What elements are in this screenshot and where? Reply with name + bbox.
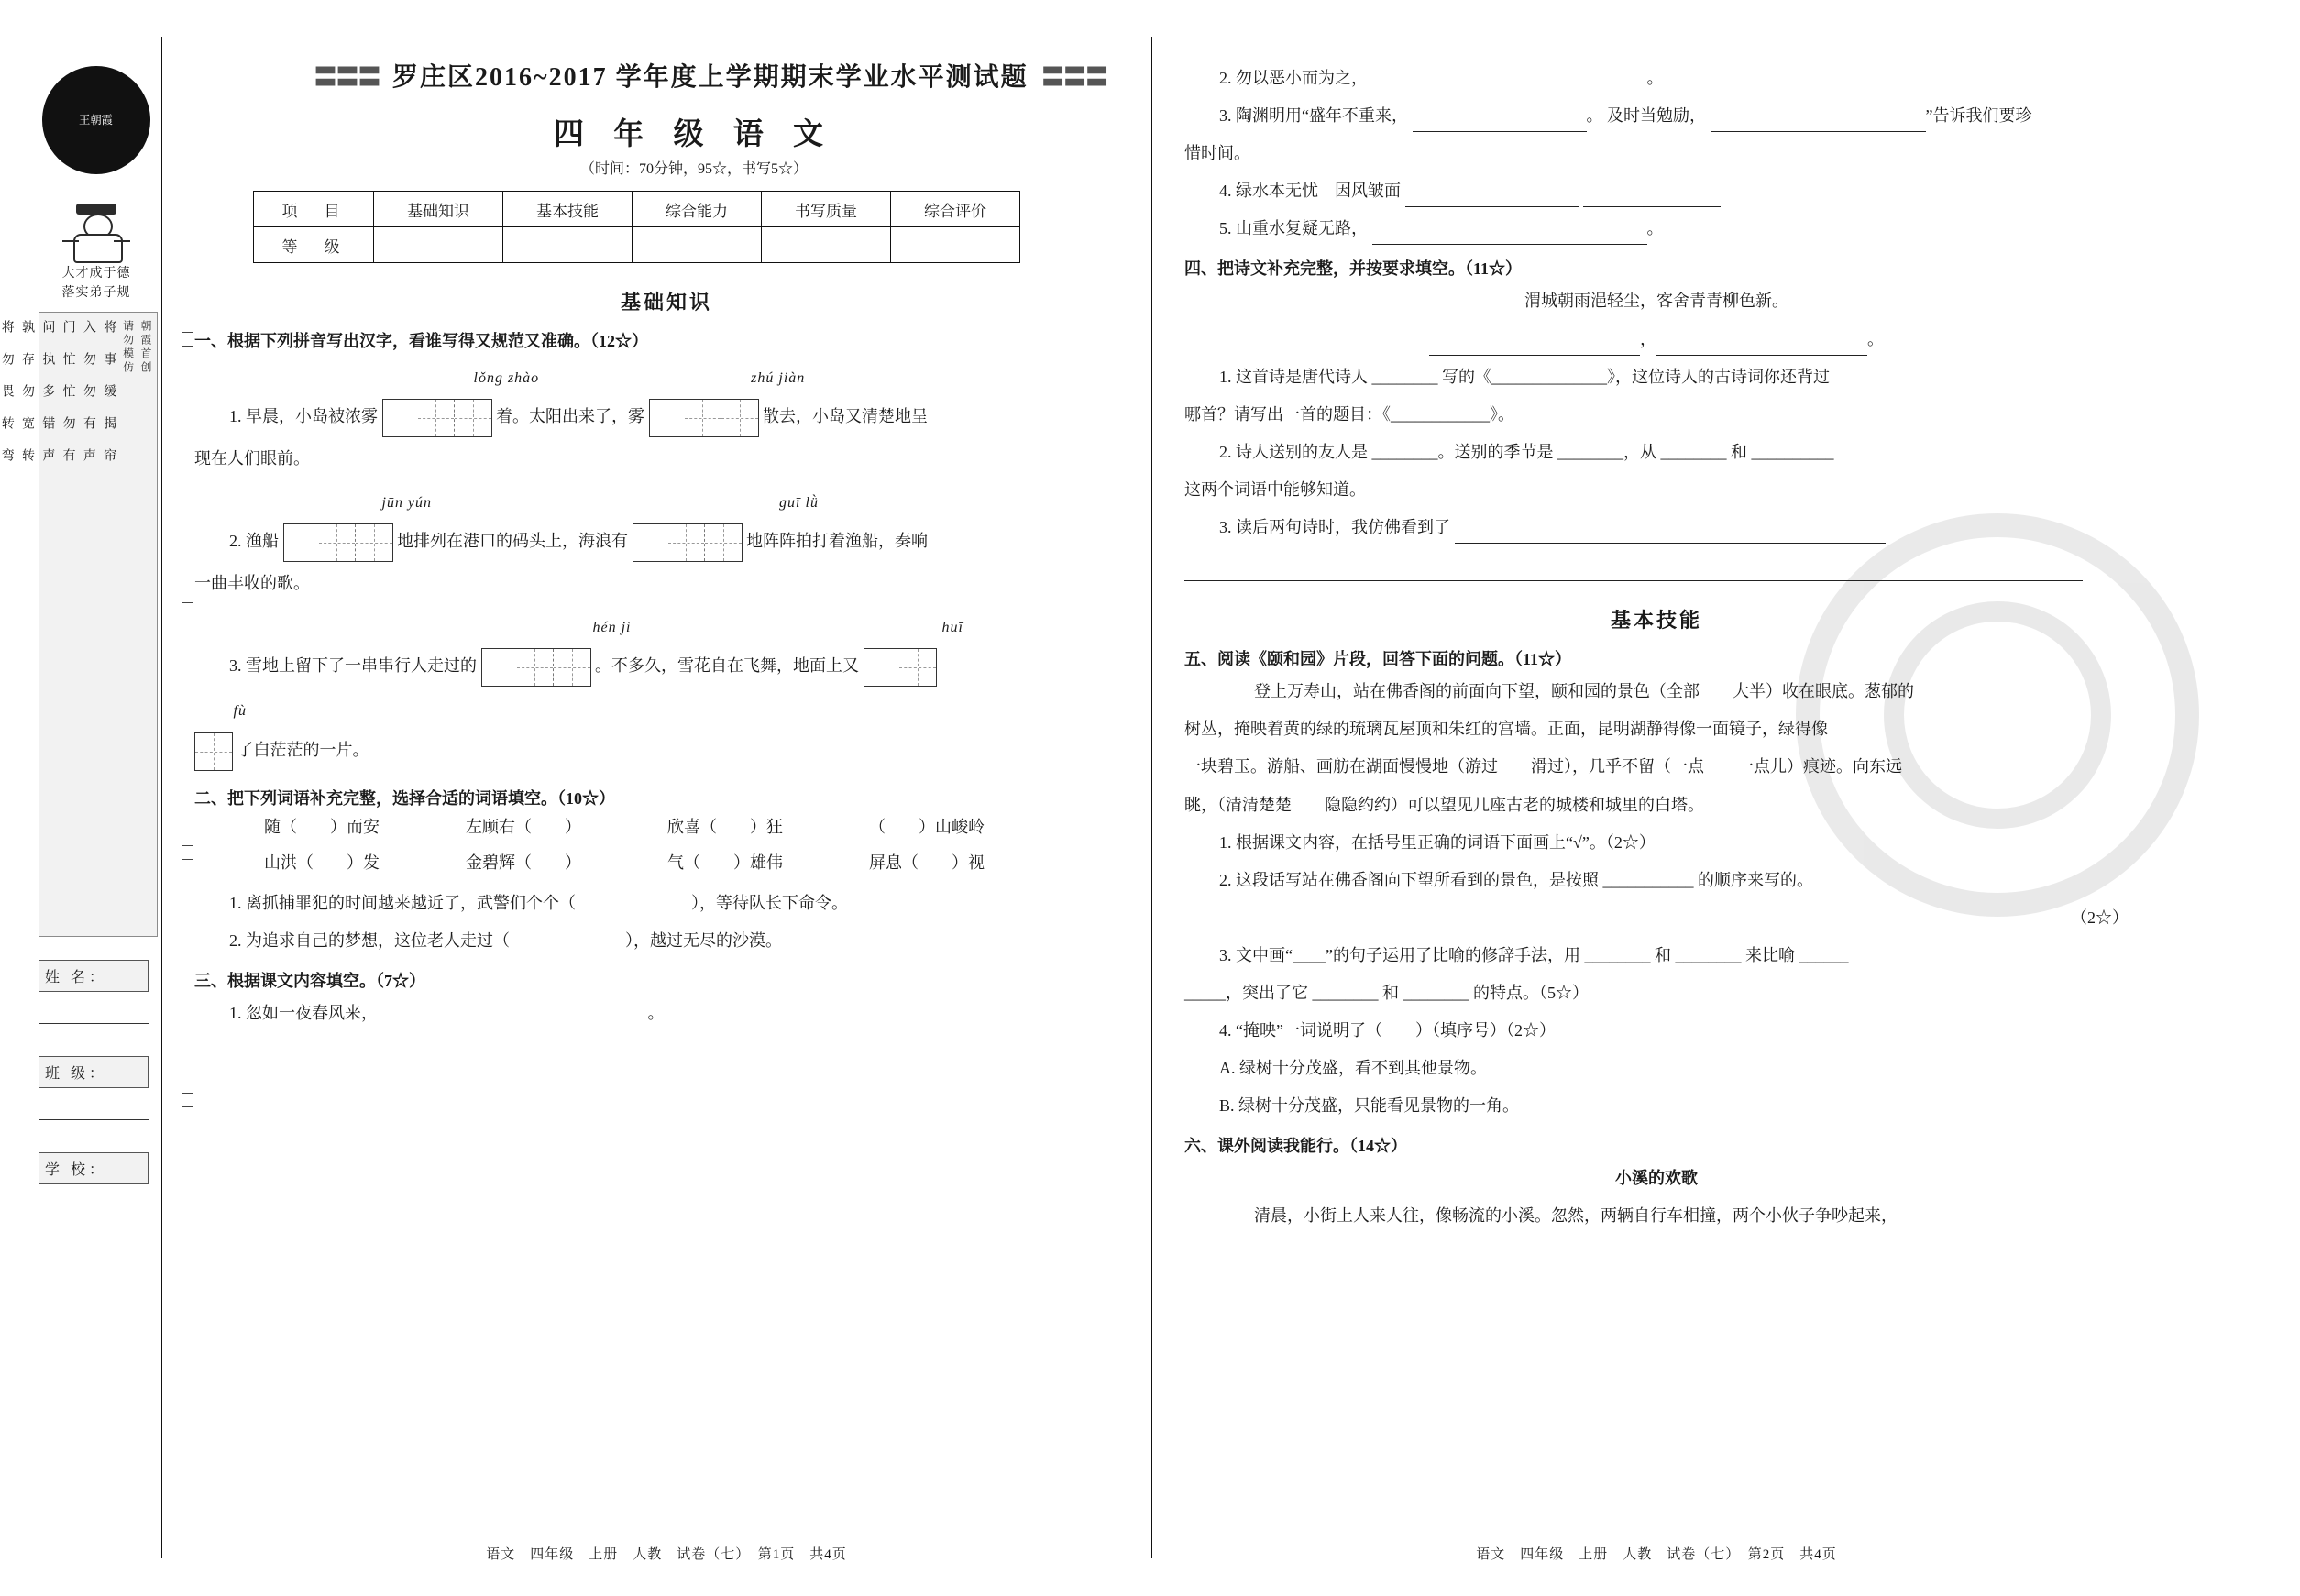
dizigui-verse-col-2: 门 忙 忙 勿 有 [61,320,75,464]
footer-right: 语文 四年级 上册 人教 试卷（七） 第2页 共4页 [1476,1547,1837,1562]
pinyin-longzhao: lǒng zhào [473,370,540,386]
score-cell-2[interactable] [503,227,633,263]
question-3-item-1[interactable]: 1. 忽如一夜春风来， 。 [194,997,1139,1029]
column-left [194,57,1139,1035]
dizigui-verse-col-3: 问 执 多 错 声 [40,320,55,464]
left-margin-strip [0,57,159,1524]
score-row-label: 等 级 [254,227,374,263]
score-cell-3[interactable] [633,227,762,263]
question-1-head: 一、根据下列拼音写出汉字，看谁写得又规范又准确。（12☆） [194,332,648,350]
question-2-words-row-1 [229,809,1139,846]
answer-blank[interactable] [1405,190,1579,207]
question-5-passage-line-1: 登上万寿山，站在佛香阁的前面向下望，颐和园的景色（全部 大半）收在眼底。葱郁的 [1254,682,1914,701]
field-school-input[interactable] [39,1184,149,1216]
pinyin-fu: fù [233,703,247,720]
divider-center [1151,37,1152,1558]
tianzi-grid[interactable] [481,648,591,687]
brand-seal-text: 王朝霞 [79,113,114,127]
question-2-words-row-2 [229,845,1139,882]
tianzi-grid[interactable] [864,648,937,687]
question-5-item-1[interactable]: 1. 根据课文内容，在括号里正确的词语下面画上“√”。（2☆） [1219,832,1656,852]
question-4-head: 四、把诗文补充完整，并按要求填空。（11☆） [1184,259,1523,279]
word-blank[interactable]: 屏息（ ）视 [869,853,985,873]
field-name-label: 姓 名： [39,960,149,992]
question-3-item-3-cont: 惜时间。 [1184,144,1250,163]
score-cell-5[interactable] [891,227,1020,263]
question-1-item-1: 1. 早晨，小岛被浓雾 着。太阳出来了，雾 散去，小岛又清楚地呈 [194,399,1139,437]
tianzi-grid[interactable] [283,523,393,562]
question-3-head: 三、根据课文内容填空。（7☆） [194,971,425,990]
answer-blank[interactable] [1413,115,1587,132]
dizigui-verse-col-4: 孰 存 勿 宽 转 [20,320,35,464]
question-4-item-1-cont[interactable]: 哪首？请写出一首的题目：《____________》。 [1184,404,1514,424]
column-right [1184,57,2129,1238]
question-3-item-5[interactable]: 5. 山重水复疑无路， 。 [1184,213,2129,245]
score-header-5: 综合评价 [891,192,1020,227]
dizigui-verses-box [0,312,158,937]
word-blank[interactable]: 随（ ）而安 [264,817,380,836]
title-bar [314,57,1139,94]
question-6-head: 六、课外阅读我能行。（14☆） [1184,1137,1407,1156]
question-4-poem: 渭城朝雨浥轻尘，客舍青青柳色新。 [1524,292,1788,311]
score-cell-1[interactable] [374,227,503,263]
question-5-item-3[interactable]: 3. 文中画“＿＿”的句子运用了比喻的修辞手法，用 ________ 和 ________ 来比喻 ______ [1219,945,1849,964]
answer-blank[interactable] [1184,564,2083,581]
divider-left [161,37,162,1558]
question-5-item-3-cont[interactable]: _____，突出了它 ________ 和 ________ 的特点。（5☆） [1184,983,1589,1002]
word-blank[interactable]: 山洪（ ）发 [264,853,380,873]
field-class-label: 班 级： [39,1056,149,1088]
field-school-label: 学 校： [39,1152,149,1184]
answer-blank[interactable] [382,1012,648,1029]
dizigui-verse-col-1: 入 勿 勿 有 声 [81,320,95,464]
seal-tick-4 [182,1093,193,1107]
table-row-header [254,192,1020,227]
answer-blank[interactable] [1372,227,1647,245]
decor-right-icon: 〓〓〓 [1040,63,1107,91]
score-header-4: 书写质量 [762,192,891,227]
word-blank[interactable]: 金碧辉（ ） [466,853,581,873]
dizigui-signature-col-0: 朝霞首创 [139,320,152,375]
question-5-option-a[interactable]: A. 绿树十分茂盛，看不到其他景物。 [1219,1059,1487,1078]
answer-blank[interactable] [1372,77,1647,94]
pinyin-guilv: guī lǜ [779,495,819,512]
question-1-item-2-cont: 一曲丰收的歌。 [194,574,310,593]
seal-tick-1 [182,332,193,347]
score-header-0: 项 目 [254,192,374,227]
question-5-head: 五、阅读《颐和园》片段，回答下面的问题。（11☆） [1184,650,1572,669]
pinyin-hui: huī [941,620,963,636]
question-5-item-2[interactable]: 2. 这段话写站在佛香阁向下望所看到的景色，是按照 ___________ 的顺序来写的。 [1219,870,1813,889]
answer-blank[interactable] [1455,526,1886,544]
tianzi-grid[interactable] [382,399,492,437]
word-blank[interactable]: （ ）山峻岭 [869,817,985,836]
question-3-item-4[interactable]: 4. 绿水本无忧 因风皱面 [1184,175,2129,207]
question-4-item-3[interactable]: 3. 读后两句诗时，我仿佛看到了 [1184,512,2129,544]
dizigui-signature-col-1: 请勿模仿 [121,320,135,375]
answer-blank[interactable] [1656,338,1867,356]
answer-blank[interactable] [1429,338,1640,356]
field-class [39,1056,149,1120]
mascot-motto: 大才成于德 落实弟子规 [61,267,131,300]
footer-left: 语文 四年级 上册 人教 试卷（七） 第1页 共4页 [486,1547,847,1562]
table-row [254,227,1020,263]
score-table [253,191,1020,263]
tianzi-grid[interactable] [194,732,233,771]
question-2-head: 二、把下列词语补充完整，选择合适的词语填空。（10☆） [194,788,615,808]
mascot [51,193,141,303]
answer-blank[interactable] [1711,115,1926,132]
field-school [39,1152,149,1216]
field-class-input[interactable] [39,1088,149,1120]
section-title-basics: 基础知识 [620,291,712,314]
question-6-title: 小溪的欢歌 [1615,1169,1698,1188]
question-4-item-1[interactable]: 1. 这首诗是唐代诗人 ________ 写的《______________》，这位诗人的古诗词你还背过 [1219,367,1830,386]
question-5-passage-line-2: 树丛，掩映着黄的绿的琉璃瓦屋顶和朱红的宫墙。正面，昆明湖静得像一面镜子，绿得像 [1184,720,1828,739]
question-2-item-1[interactable]: 1. 离抓捕罪犯的时间越来越近了，武警们个个（ ），等待队长下命令。 [229,893,848,912]
word-blank[interactable]: 左顾右（ ） [466,817,581,836]
question-1-item-1-cont: 现在人们眼前。 [194,449,310,468]
tianzi-grid[interactable] [633,523,743,562]
field-name [39,960,149,1024]
pinyin-henji: hén jì [592,620,632,636]
seal-tick-3 [182,845,193,860]
score-header-2: 基本技能 [503,192,633,227]
word-blank[interactable]: 欣喜（ ）狂 [667,817,783,836]
question-4-poem-blank[interactable]: ， 。 [1184,324,2129,356]
pinyin-junyun: jūn yún [381,495,433,512]
question-4-item-3-line2[interactable] [1184,549,2129,581]
question-3-item-3[interactable]: 3. 陶渊明用“盛年不重来， 。 及时当勉励， ”告诉我们要珍 [1184,100,2129,132]
dizigui-verse-col-5: 将 勿 畏 转 弯 [0,320,14,464]
question-4-item-2[interactable]: 2. 诗人送别的友人是 ________。送别的季节是 ________，从 ________ 和 __________ [1219,442,1834,461]
decor-left-icon: 〓〓〓 [314,63,380,91]
score-cell-4[interactable] [762,227,891,263]
brand-seal-icon [42,66,150,174]
answer-blank[interactable] [1583,190,1721,207]
question-6-text: 清晨，小街上人来人往，像畅流的小溪。忽然，两辆自行车相撞，两个小伙子争吵起来， [1254,1206,1898,1226]
subject-title: 四 年 级 语 文 [554,118,834,151]
question-5-option-b[interactable]: B. 绿树十分茂盛，只能看见景物的一角。 [1219,1096,1520,1116]
seal-tick-2 [182,589,193,603]
question-3-item-2[interactable]: 2. 勿以恶小而为之， 。 [1184,62,2129,94]
question-5-item-4[interactable]: 4. “掩映”一词说明了（ ）（填序号）（2☆） [1219,1021,1556,1040]
question-1-item-4: 了白茫茫的一片。 [194,732,1139,771]
question-2-item-2[interactable]: 2. 为追求自己的梦想，这位老人走过（ ），越过无尽的沙漠。 [229,930,782,950]
word-blank[interactable]: 气（ ）雄伟 [667,853,783,873]
question-1-item-2: 2. 渔船 地排列在港口的码头上，海浪有 地阵阵拍打着渔船，奏响 [194,523,1139,562]
section-title-skills: 基本技能 [1610,609,1702,633]
tianzi-grid[interactable] [649,399,759,437]
question-1-item-3: 3. 雪地上留下了一串串行人走过的 。不多久，雪花自在飞舞，地面上又 [194,648,1139,687]
score-header-3: 综合能力 [633,192,762,227]
page-title: 罗庄区2016~2017 学年度上学期期末学业水平测试题 [392,63,1029,92]
question-5-passage-line-3: 一块碧玉。游船、画舫在湖面慢慢地（游过 滑过），几乎不留（一点 一点儿）痕迹。向东远 [1184,757,1902,776]
question-5-passage-line-4: 眺，（清清楚楚 隐隐约约）可以望见几座古老的城楼和城里的白塔。 [1184,795,1704,814]
mascot-figure-icon [68,204,125,260]
dizigui-verse-col-0: 将 事 缓 揭 帘 [102,320,116,464]
field-name-input[interactable] [39,992,149,1024]
score-header-1: 基础知识 [374,192,503,227]
question-5-item-2-score: （2☆） [2071,908,2129,927]
timing-note: （时间：70分钟，95☆，书写5☆） [579,161,808,177]
pinyin-zhujian: zhú jiàn [751,370,806,386]
question-4-item-2-cont: 这两个词语中能够知道。 [1184,479,1366,499]
